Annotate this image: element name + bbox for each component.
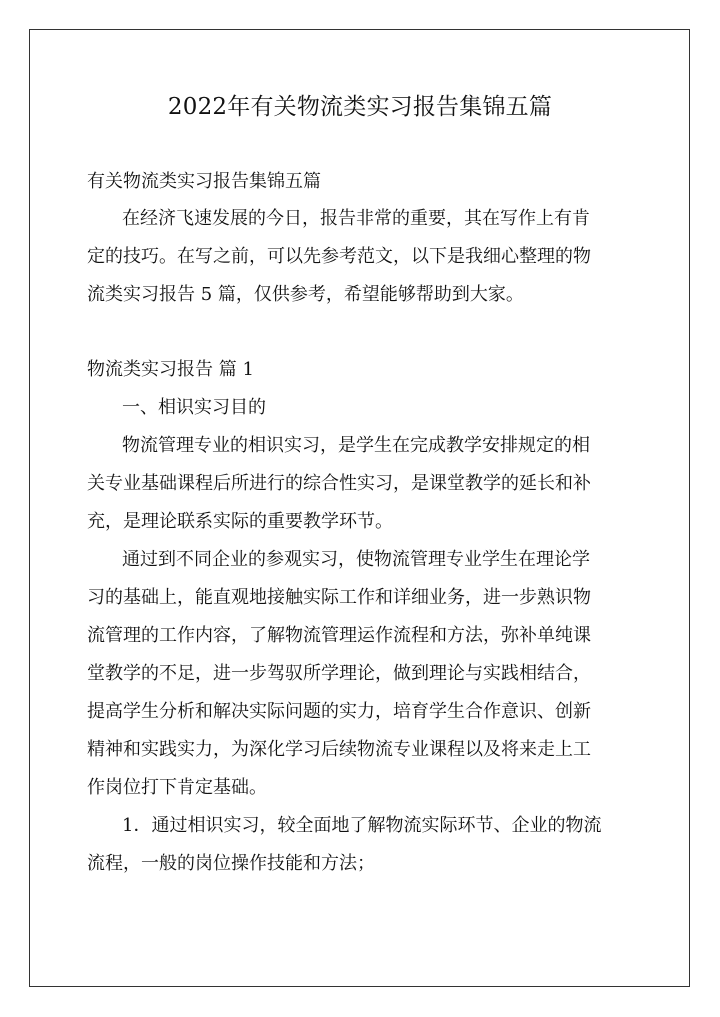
intro-line-2: 定的技巧。在写之前，可以先参考范文，以下是我细心整理的物 (87, 246, 591, 267)
paragraph-2-line-4: 堂教学的不足，进一步驾驭所学理论，做到理论与实践相结合， (87, 663, 591, 684)
subtitle-line: 有关物流类实习报告集锦五篇 (87, 171, 321, 192)
document-title: 2022年有关物流类实习报告集锦五篇 (167, 94, 553, 120)
paragraph-2-line-6: 精神和实践实力，为深化学习后续物流专业课程以及将来走上工 (87, 739, 591, 760)
paragraph-1-line-2: 关专业基础课程后所进行的综合性实习，是课堂教学的延长和补 (87, 473, 591, 494)
subsection-heading: 一、相识实习目的 (122, 397, 266, 418)
paragraph-1-line-3: 充，是理论联系实际的重要教学环节。 (87, 511, 393, 532)
section-heading: 物流类实习报告 篇 1 (87, 359, 254, 380)
paragraph-2-line-5: 提高学生分析和解决实际问题的实力，培育学生合作意识、创新 (87, 701, 591, 722)
list-item-1-line-2: 流程，一般的岗位操作技能和方法； (87, 853, 375, 874)
paragraph-2-line-2: 习的基础上，能直观地接触实际工作和详细业务，进一步熟识物 (87, 587, 591, 608)
paragraph-2-line-1: 通过到不同企业的参观实习，使物流管理专业学生在理论学 (122, 549, 590, 570)
paragraph-2-line-3: 流管理的工作内容，了解物流管理运作流程和方法，弥补单纯课 (87, 625, 591, 646)
list-item-1-line-1: 1．通过相识实习，较全面地了解物流实际环节、企业的物流 (122, 815, 602, 836)
intro-line-1: 在经济飞速发展的今日，报告非常的重要，其在写作上有肯 (122, 208, 590, 229)
paragraph-1-line-1: 物流管理专业的相识实习，是学生在完成教学安排规定的相 (122, 435, 590, 456)
intro-line-3: 流类实习报告 5 篇，仅供参考，希望能够帮助到大家。 (87, 284, 524, 305)
paragraph-2-line-7: 作岗位打下肯定基础。 (87, 777, 267, 798)
